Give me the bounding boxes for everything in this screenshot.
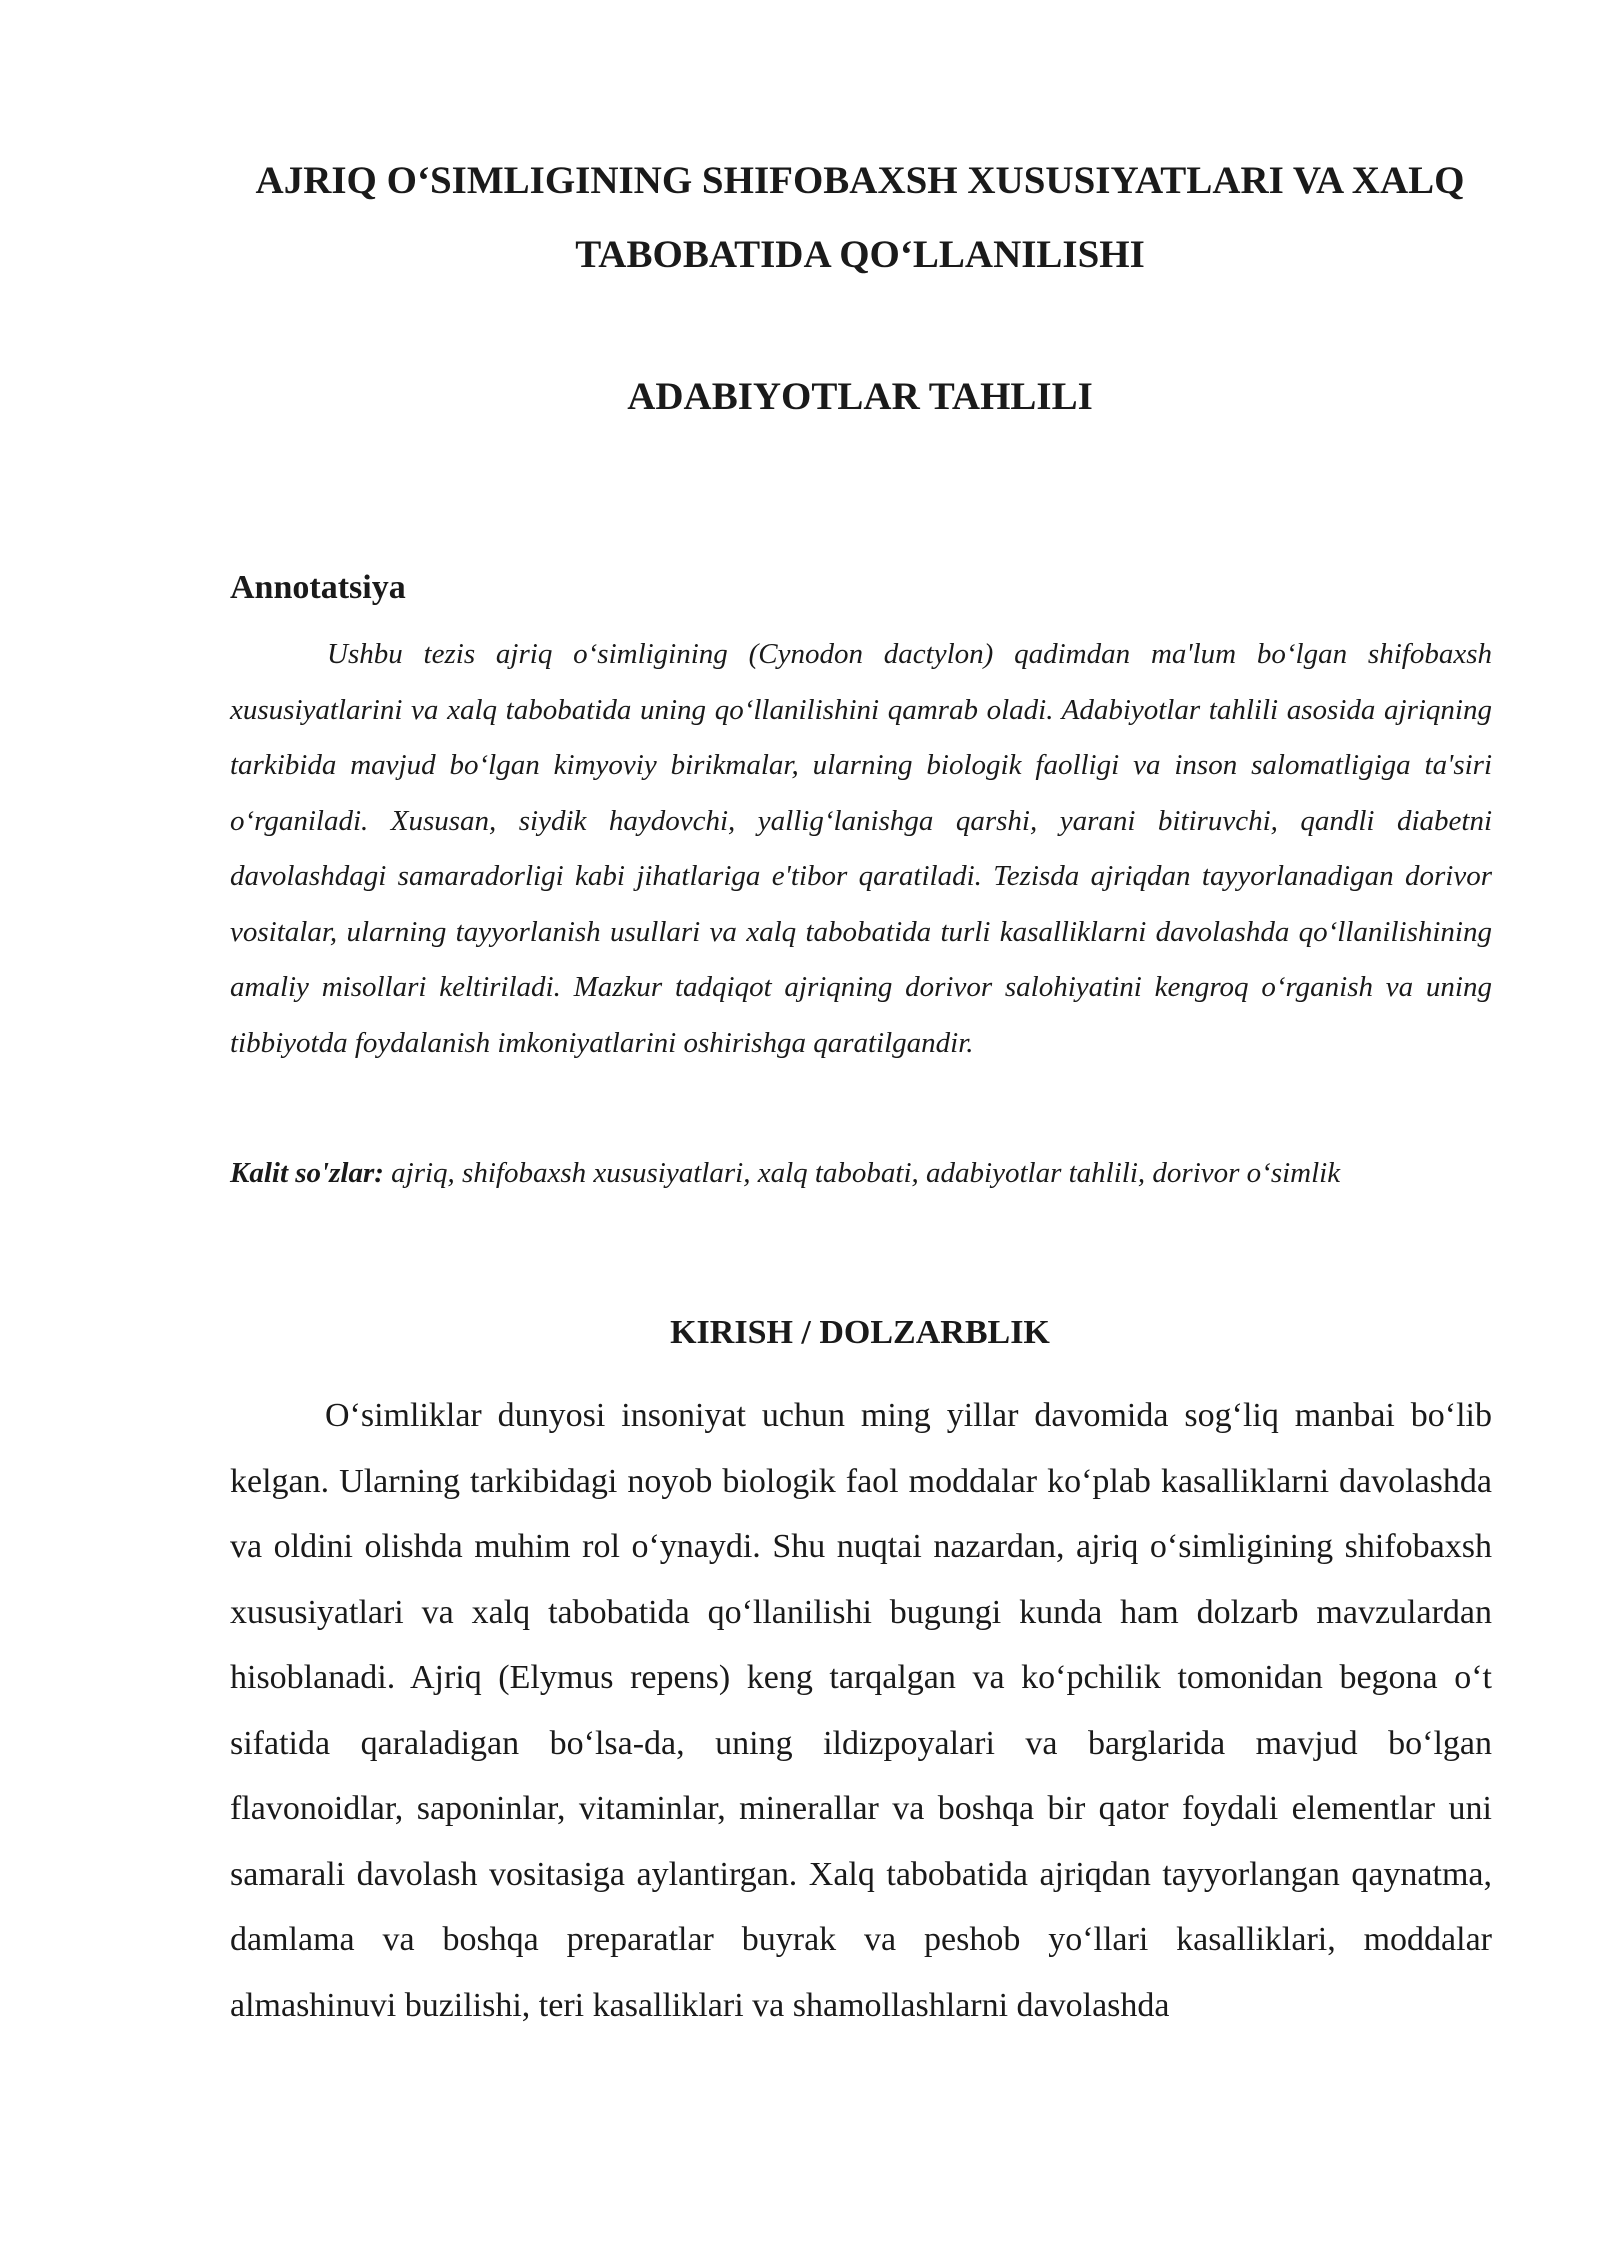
document-title: AJRIQ O‘SIMLIGINING SHIFOBAXSH XUSUSIYATLARI VA XALQ TABOBATIDA QO‘LLANILISHI: [255, 159, 1465, 276]
keywords-line: [230, 1149, 1500, 1197]
introduction-text: O‘simliklar dunyosi insoniyat uchun ming yillar davomida sog‘liq manbai bo‘lib kelgan. Ularning tarkibidagi noyob biologik faol moddalar ko‘plab kasalliklarni davolashda va oldini olishda muhim rol o‘ynaydi. Shu nuqtai nazardan, ajriq o‘simligining shifobaxsh xususiyatlari va xalq tabobatida qo‘llanilishi bugungi kunda ham dolzarb mavzulardan hisoblanadi. Ajriq (Elymus repens) keng tarqalgan va ko‘pchilik tomonidan begona o‘t sifatida qaraladigan bo‘lsa-da, uning ildizpoyalari va barglarida mavjud bo‘lgan flavonoidlar, saponinlar, vitaminlar, minerallar va boshqa bir qator foydali elementlar uni samarali davolash vositasiga aylantirgan. Xalq tabobatida ajriqdan tayyorlangan qaynatma, damlama va boshqa preparatlar buyrak va peshob yo‘llari kasalliklari, moddalar almashinuvi buzilishi, teri kasalliklari va shamollashlarni davolashda: [230, 1397, 1492, 2024]
document-subtitle: ADABIYOTLAR TAHLILI: [627, 375, 1093, 418]
introduction-heading: KIRISH / DOLZARBLIK: [670, 1314, 1050, 1351]
annotation-text: Ushbu tezis ajriq o‘simligining (Cynodon dactylon) qadimdan ma'lum bo‘lgan shifobaxsh xususiyatlarini va xalq tabobatida uning qo‘llanilishini qamrab oladi. Adabiyotlar tahlili asosida ajriqning tarkibida mavjud bo‘lgan kimyoviy birikmalar, ularning biologik faolligi va inson salomatligiga ta'siri o‘rganiladi. Xususan, siydik haydovchi, yallig‘lanishga qarshi, yarani bitiruvchi, qandli diabetni davolashdagi samaradorligi kabi jihatlariga e'tibor qaratiladi. Tezisda ajriqdan tayyorlanadigan dorivor vositalar, ularning tayyorlanish usullari va xalq tabobatida turli kasalliklarni davolashda qo‘llanilishining amaliy misollari keltiriladi. Mazkur tadqiqot ajriqning dorivor salohiyatini kengroq o‘rganish va uning tibbiyotda foydalanish imkoniyatlarini oshirishga qaratilgandir.: [230, 638, 1492, 1059]
keywords-label: Kalit so'zlar:: [230, 1157, 384, 1189]
annotation-heading: Annotatsiya: [230, 569, 406, 606]
keywords-list: ajriq, shifobaxsh xususiyatlari, xalq tabobati, adabiyotlar tahlili, dorivor o‘simlik: [391, 1157, 1341, 1189]
